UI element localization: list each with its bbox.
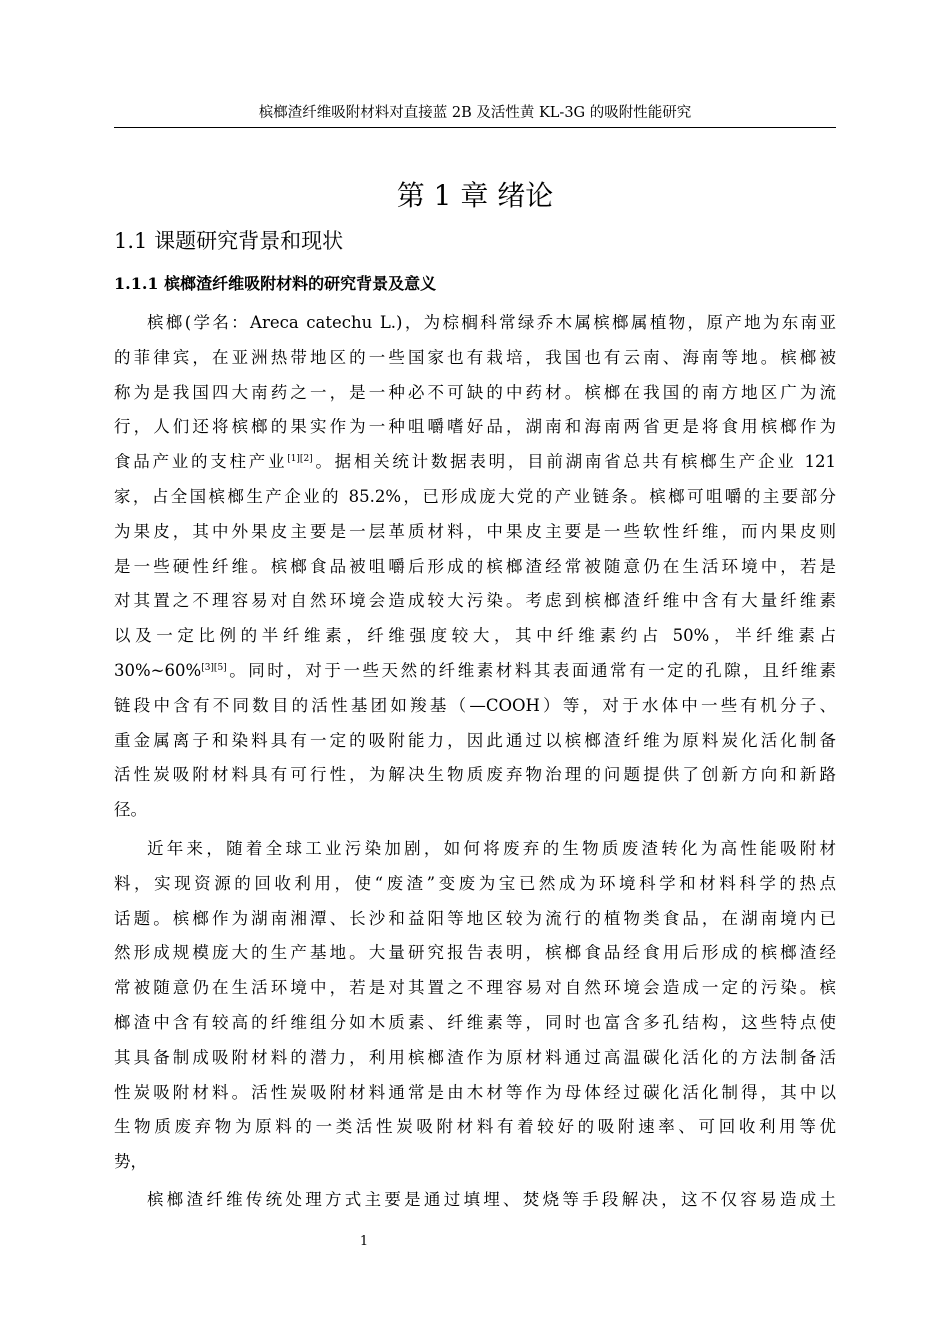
paragraph-line: 生物质废弃物为原料的一类活性炭吸附材料有着较好的吸附速率、可回收利用等优 xyxy=(114,1117,836,1137)
paragraph-line: 然形成规模庞大的生产基地。大量研究报告表明，槟榔食品经食用后形成的槟榔渣经 xyxy=(114,943,836,963)
paragraph-line: 为果皮，其中外果皮主要是一层革质材料，中果皮主要是一些软性纤维，而内果皮则 xyxy=(114,521,836,541)
paragraph-line: 以及一定比例的半纤维素，纤维强度较大，其中纤维素约占 50%，半纤维素占 xyxy=(114,626,836,646)
section-title: 1.1 课题研究背景和现状 xyxy=(114,229,344,253)
body-paragraph-3 xyxy=(114,1183,836,1218)
paragraph-line: 行，人们还将槟榔的果实作为一种咀嚼嗜好品，湖南和海南两省更是将食用槟榔作为 xyxy=(114,417,836,437)
paragraph-line: 槟榔(学名：Areca catechu L.)，为棕榈科常绿乔木属槟榔属植物，原产地为东南亚 xyxy=(147,313,836,332)
paragraph-line: 是一些硬性纤维。槟榔食品被咀嚼后形成的槟榔渣经常被随意仍在生活环境中，若是 xyxy=(114,556,836,576)
body-paragraph-1 xyxy=(114,306,836,828)
line-text: 。同时，对于一些天然的纤维素材料其表面通常有一定的孔隙，且纤维素 xyxy=(226,660,836,680)
paragraph-line: 链段中含有不同数目的活性基团如羧基（—COOH）等，对于水体中一些有机分子、 xyxy=(114,695,836,715)
subsection-title: 1.1.1 槟榔渣纤维吸附材料的研究背景及意义 xyxy=(114,274,437,293)
page-number: 1 xyxy=(359,1234,369,1249)
paragraph-line: 槟榔渣纤维传统处理方式主要是通过填埋、焚烧等手段解决，这不仅容易造成土 xyxy=(147,1190,836,1209)
running-header: 槟榔渣纤维吸附材料对直接蓝 2B 及活性黄 KL-3G 的吸附性能研究 xyxy=(258,105,692,121)
paragraph-line: 其具备制成吸附材料的潜力，利用槟榔渣作为原材料通过高温碳化活化的方法制备活 xyxy=(114,1047,836,1067)
paragraph-line: 话题。槟榔作为湖南湘潭、长沙和益阳等地区较为流行的植物类食品，在湖南境内已 xyxy=(114,908,836,928)
paragraph-line-with-citation xyxy=(114,654,836,689)
paragraph-line: 径。 xyxy=(114,800,147,820)
citation-ref: [3][5] xyxy=(201,662,227,673)
body-paragraph-2 xyxy=(114,832,836,1180)
line-text: 。据相关统计数据表明，目前湖南省总共有槟榔生产企业 121 xyxy=(312,452,836,472)
paragraph-line: 的菲律宾，在亚洲热带地区的一些国家也有栽培，我国也有云南、海南等地。槟榔被 xyxy=(114,347,836,367)
paragraph-line: 称为是我国四大南药之一，是一种必不可缺的中药材。槟榔在我国的南方地区广为流 xyxy=(114,382,836,402)
citation-ref: [1][2] xyxy=(287,454,313,465)
paragraph-line: 家，占全国槟榔生产企业的 85.2%，已形成庞大党的产业链条。槟榔可咀嚼的主要部分 xyxy=(114,486,836,506)
header-rule xyxy=(114,127,836,128)
paragraph-line: 重金属离子和染料具有一定的吸附能力，因此通过以槟榔渣纤维为原料炭化活化制备 xyxy=(114,730,836,750)
paragraph-line: 料，实现资源的回收利用，使“废渣”变废为宝已然成为环境科学和材料科学的热点 xyxy=(114,873,836,893)
line-text: 30%~60% xyxy=(114,660,202,680)
paragraph-line: 榔渣中含有较高的纤维组分如木质素、纤维素等，同时也富含多孔结构，这些特点使 xyxy=(114,1012,836,1032)
line-text: 食品产业的支柱产业 xyxy=(114,452,288,472)
paragraph-line: 性炭吸附材料。活性炭吸附材料通常是由木材等作为母体经过碳化活化制得，其中以 xyxy=(114,1082,836,1102)
paragraph-line: 近年来，随着全球工业污染加剧，如何将废弃的生物质废渣转化为高性能吸附材 xyxy=(147,839,836,858)
paragraph-line: 对其置之不理容易对自然环境会造成较大污染。考虑到槟榔渣纤维中含有大量纤维素 xyxy=(114,591,836,611)
paragraph-line-with-citation xyxy=(114,445,836,480)
paragraph-line: 常被随意仍在生活环境中，若是对其置之不理容易对自然环境会造成一定的污染。槟 xyxy=(114,978,836,998)
paragraph-line: 活性炭吸附材料具有可行性，为解决生物质废弃物治理的问题提供了创新方向和新路 xyxy=(114,765,836,785)
chapter-title: 第 1 章 绪论 xyxy=(396,179,554,212)
paragraph-line: 势， xyxy=(114,1152,147,1172)
